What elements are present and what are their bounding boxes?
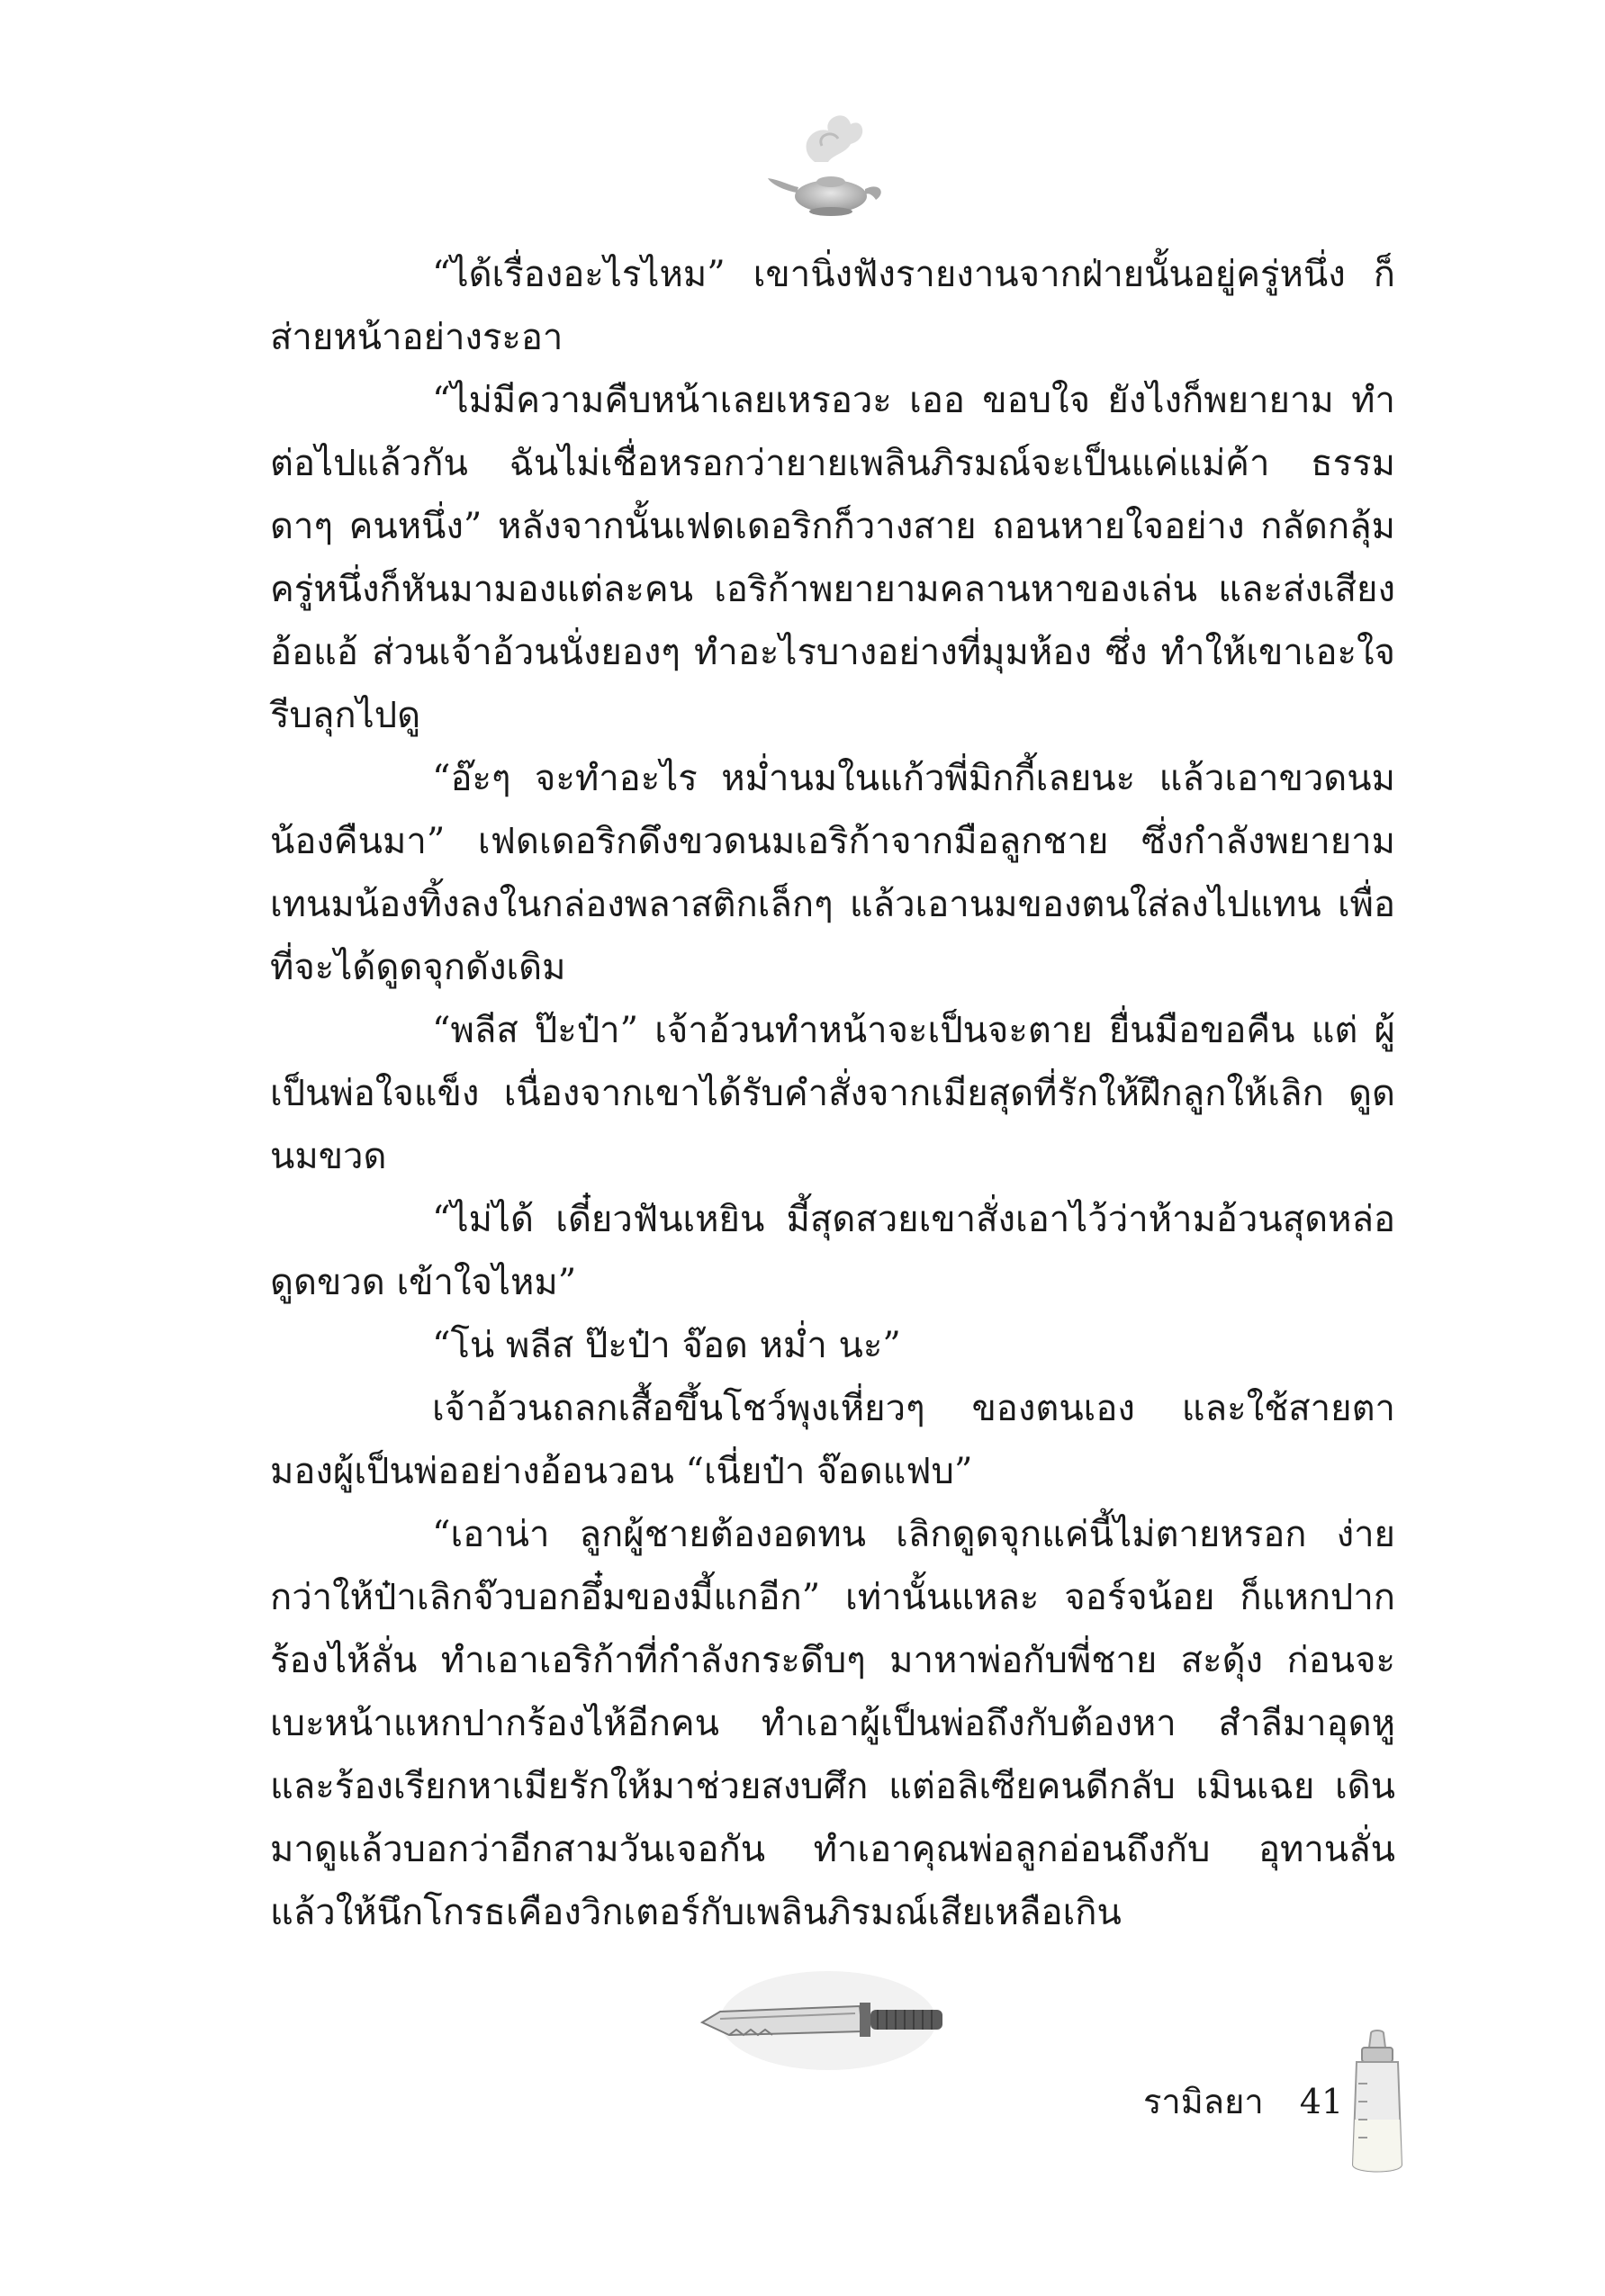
paragraph: “เอาน่า ลูกผู้ชายต้องอดทน เลิกดูดจุกแค่นี้ไม่ตายหรอก ง่ายกว่าให้ป๋าเลิกจ๊วบอกอึ๋มของมี้แกอีก” เท่านั้นแหละ จอร์จน้อย ก็แหกปากร้องไห้ลั่น ทำเอาเอริก้าที่กำลังกระดึบๆ มาหาพ่อกับพี่ชาย สะดุ้ง ก่อนจะเบะหน้าแหกปากร้องไห้อีกคน ทำเอาผู้เป็นพ่อถึงกับต้องหา สำลีมาอุดหู และร้องเรียกหาเมียรักให้มาช่วยสงบศึก แต่อลิเซียคนดีกลับ เมินเฉย เดินมาดูแล้วบอกว่าอีกสามวันเจอกัน ทำเอาคุณพ่อลูกอ่อนถึงกับ อุทานลั่น แล้วให้นึกโกรธเคืองวิกเตอร์กับเพลินภิรมณ์เสียเหลือเกิน: [270, 1514, 1395, 1933]
paragraph: “ไม่มีความคืบหน้าเลยเหรอวะ เออ ขอบใจ ยังไงก็พยายาม ทำต่อไปแล้วกัน ฉันไม่เชื่อหรอกว่ายายเพลินภิรมณ์จะเป็นแค่แม่ค้า ธรรมดาๆ คนหนึ่ง” หลังจากนั้นเฟดเดอริกก็วางสาย ถอนหายใจอย่าง กลัดกลุ้ม ครู่หนึ่งก็หันมามองแต่ละคน เอริก้าพยายามคลานหาของเล่น และส่งเสียงอ้อแอ้ ส่วนเจ้าอ้วนนั่งยองๆ ทำอะไรบางอย่างที่มุมห้อง ซึ่ง ทำให้เขาเอะใจ รีบลุกไปดู: [270, 380, 1395, 736]
knife-icon: [693, 1967, 963, 2075]
paragraph: “พลีส ป๊ะป๋า” เจ้าอ้วนทำหน้าจะเป็นจะตาย ยื่นมือขอคืน แต่ ผู้เป็นพ่อใจแข็ง เนื่องจากเขาได้รับคำสั่งจากเมียสุดที่รักให้ฝึกลูกให้เลิก ดูดนมขวด: [270, 1010, 1395, 1177]
paragraph: “ไม่ได้ เดี๋ยวฟันเหยิน มี้สุดสวยเขาสั่งเอาไว้ว่าห้ามอ้วนสุดหล่อ ดูดขวด เข้าใจไหม”: [270, 1199, 1395, 1303]
story-text: [270, 243, 1395, 1944]
page-footer: [1143, 2075, 1344, 2129]
paragraph: เจ้าอ้วนถลกเสื้อขึ้นโชว์พุงเหี่ยวๆ ของตนเอง และใช้สายตา มองผู้เป็นพ่ออย่างอ้อนวอน “เนี่ยป๋า จ๊อดแฟบ”: [270, 1388, 1395, 1492]
page-number: 41: [1299, 2082, 1344, 2121]
paragraph: “ได้เรื่องอะไรไหม” เขานิ่งฟังรายงานจากฝ่ายนั้นอยู่ครู่หนึ่ง ก็ส่ายหน้าอย่างระอา: [270, 254, 1395, 358]
genie-lamp-icon: [761, 99, 896, 234]
paragraph: “โน่ พลีส ป๊ะป๋า จ๊อด หม่ำ นะ”: [432, 1325, 901, 1366]
baby-bottle-icon: [1337, 2030, 1418, 2178]
author-name: รามิลยา: [1143, 2082, 1264, 2121]
paragraph: “อ๊ะๆ จะทำอะไร หม่ำนมในแก้วพี่มิกกี้เลยนะ แล้วเอาขวดนม น้องคืนมา” เฟดเดอริกดึงขวดนมเอริก้าจากมือลูกชาย ซึ่งกำลังพยายาม เทนมน้องทิ้งลงในกล่องพลาสติกเล็กๆ แล้วเอานมของตนใส่ลงไปแทน เพื่อที่จะได้ดูดจุกดังเดิม: [270, 758, 1395, 988]
